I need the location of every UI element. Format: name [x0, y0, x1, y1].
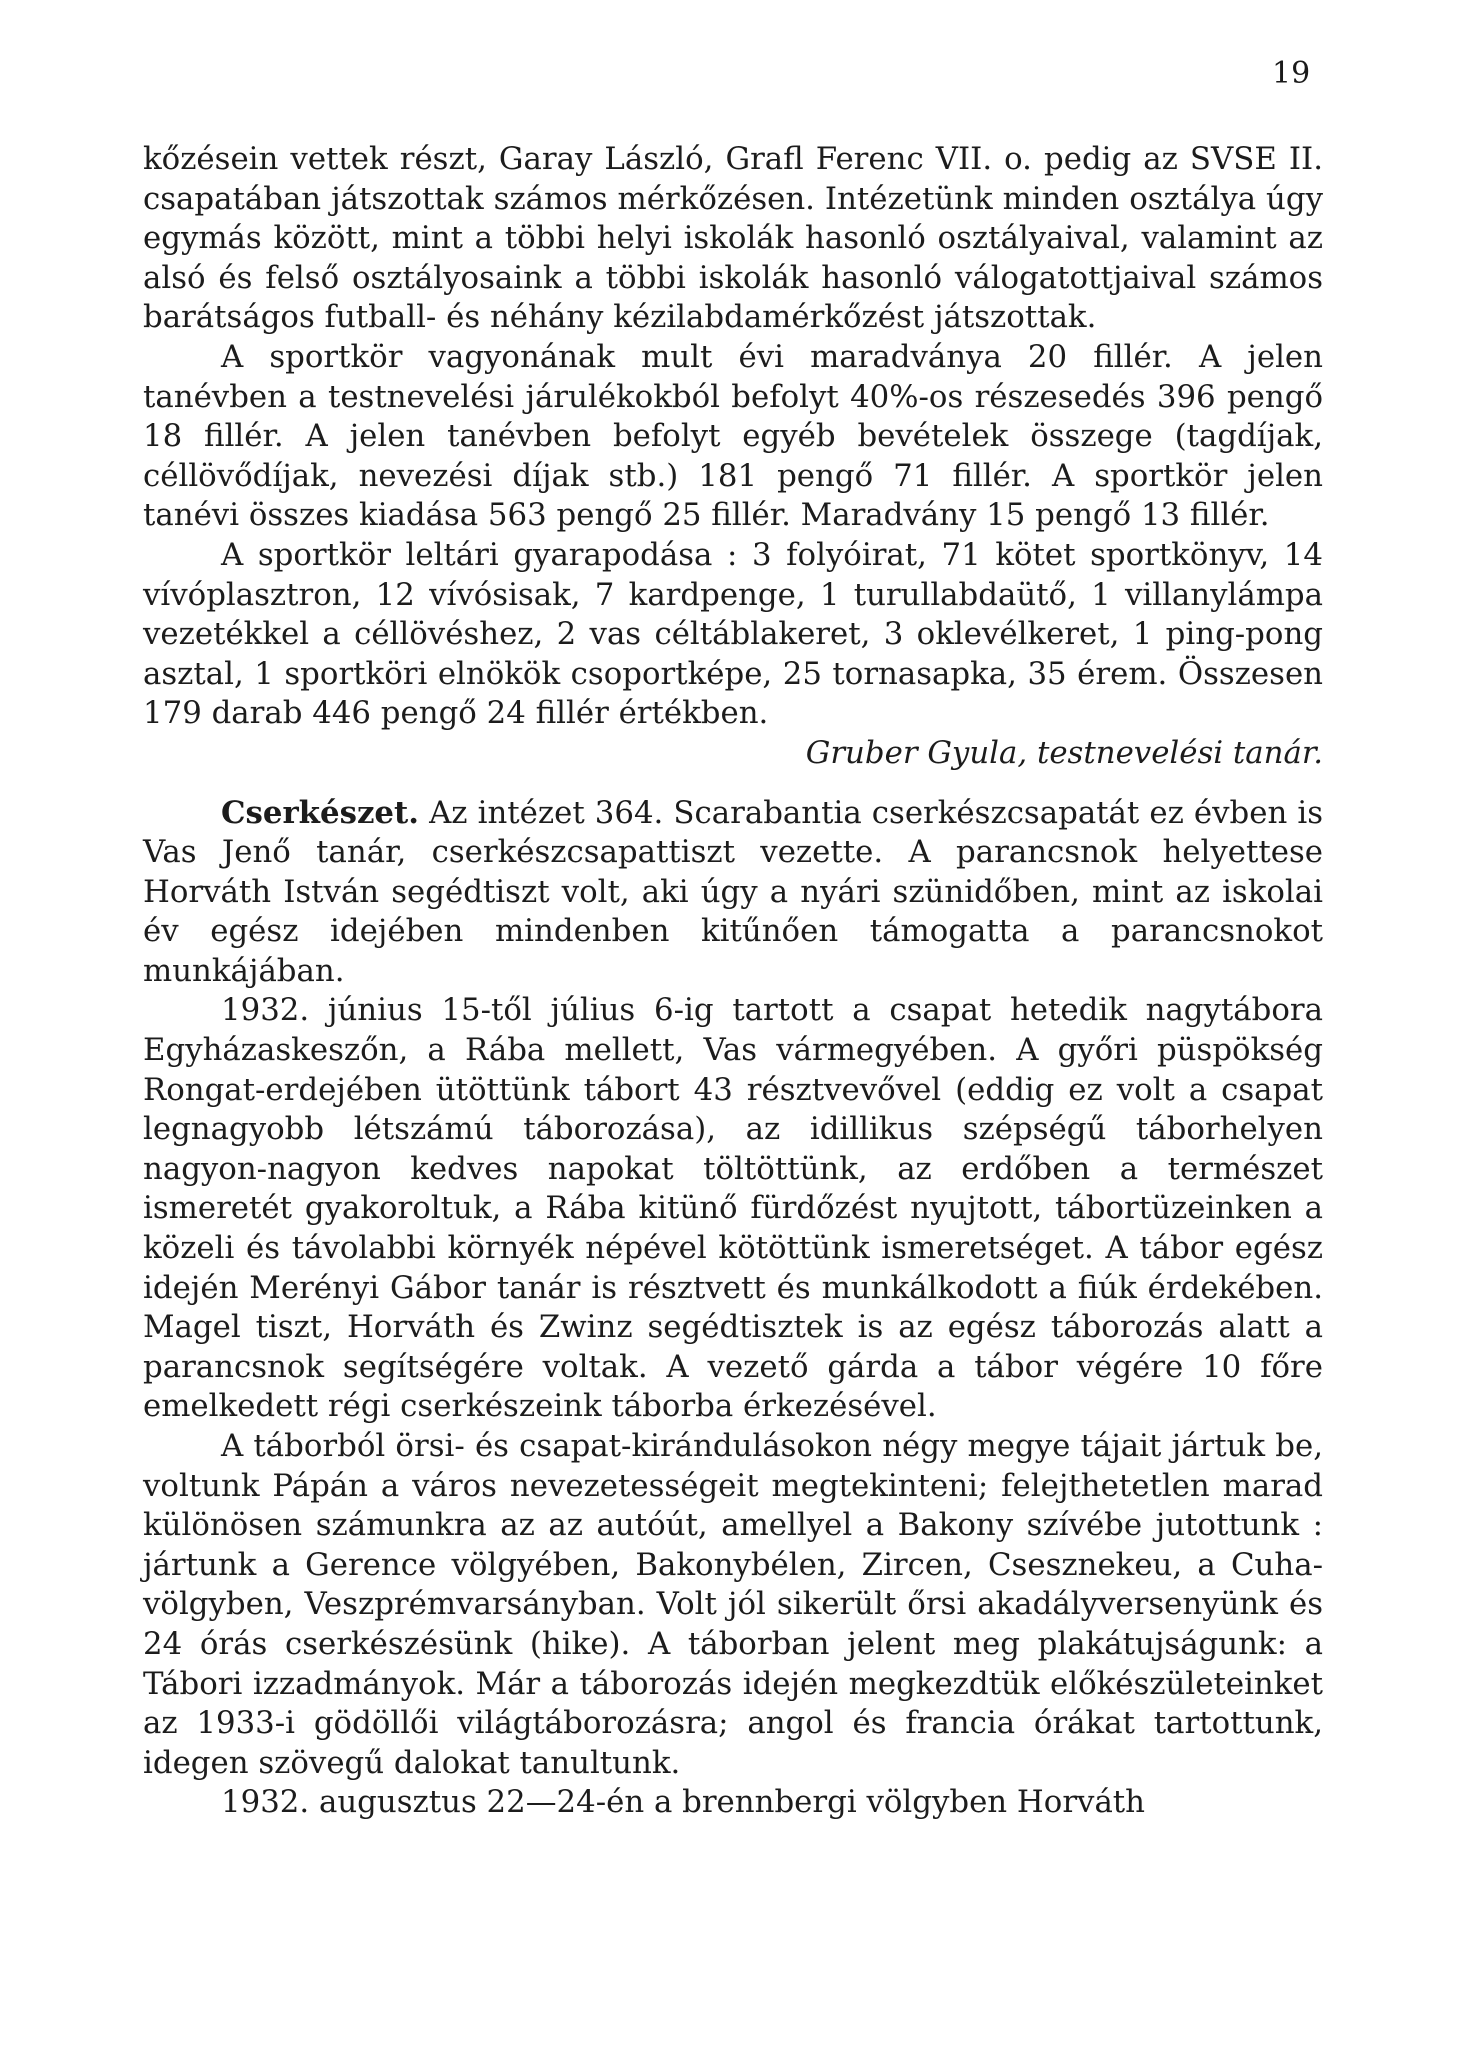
scouting-heading: Cserkészet.	[221, 794, 419, 831]
sport-finances-paragraph: A sportkör vagyonának mult évi maradványa 20 fillér. A jelen tanévben a testnevelési járulékokból befolyt 40%-os részesedés 396 pengő 18 fillér. A jelen tanévben befolyt egyéb bevételek összege (tagdíjak, céllövődíjak, nevezési díjak stb.) 181 pengő 71 fillér. A sportkör jelen tanévi összes kiadása 563 pengő 25 fillér. Maradvány 15 pengő 13 fillér.	[143, 338, 1323, 534]
page-number: 19	[1272, 56, 1311, 91]
signature: Gruber Gyula, testnevelési tanár.	[805, 734, 1323, 771]
scouting-paragraph-4: 1932. augusztus 22—24-én a brennbergi völgyben Horváth	[221, 1784, 1146, 1821]
page-body	[143, 140, 1323, 1823]
sport-intro-paragraph: kőzésein vettek részt, Garay László, Grafl Ferenc VII. o. pedig az SVSE II. csapatában játszottak számos mérkőzésen. Intézetünk minden osztálya úgy egymás között, mint a többi helyi iskolák hasonló osztályaival, valamint az alsó és felső osztályosaink a többi iskolák hasonló válogatottjaival számos barátságos futball- és néhány kézilabdamérkőzést játszottak.	[143, 141, 1323, 336]
scouting-paragraph-1-text: Az intézet 364. Scarabantia cserkészcsapatát ez évben is Vas Jenő tanár, cserkészcsapattiszt vezette. A parancsnok helyettese Horváth István segédtiszt volt, aki úgy a nyári szünidőben, mint az iskolai év egész idejében mindenben kitűnően támogatta a parancsnokot munkájában.	[143, 794, 1323, 989]
scouting-paragraph-1	[143, 794, 1323, 992]
sport-inventory-paragraph: A sportkör leltári gyarapodása : 3 folyóirat, 71 kötet sportkönyv, 14 vívóplasztron, 12 vívósisak, 7 kardpenge, 1 turullabdaütő, 1 villanylámpa vezetékkel a céllövéshez, 2 vas céltáblakeret, 3 oklevélkeret, 1 ping-pong asztal, 1 sportköri elnökök csoportképe, 25 tornasapka, 35 érem. Összesen 179 darab 446 pengő 24 fillér értékben.	[143, 536, 1323, 732]
scouting-paragraph-3: A táborból örsi- és csapat-kirándulásokon négy megye tájait jártuk be, voltunk Pápán a város nevezetességeit megtekinteni; felejthetetlen marad különösen számunkra az az autóút, amellyel a Bakony szívébe jutottunk : jártunk a Gerence völgyében, Bakonybélen, Zircen, Csesznekeu, a Cuha-völgyben, Veszprémvarsányban. Volt jól sikerült őrsi akadályversenyünk és 24 órás cserkészésünk (hike). A táborban jelent meg plakátujságunk: a Tábori izzadmányok. Már a táborozás idején megkezdtük előkészületeinket az 1933-i gödöllői világtáborozásra; angol és francia órákat tartottunk, idegen szövegű dalokat tanultunk.	[143, 1428, 1323, 1781]
section-spacer	[143, 774, 1323, 794]
scouting-paragraph-2: 1932. június 15-től július 6-ig tartott a csapat hetedik nagytábora Egyházaskeszőn, a Rába mellett, Vas vármegyében. A győri püspökség Rongat-erdejében ütöttünk tábort 43 résztvevővel (eddig ez volt a csapat legnagyobb létszámú táborozása), az idillikus szépségű táborhelyen nagyon-nagyon kedves napokat töltöttünk, az erdőben a természet ismeretét gyakoroltuk, a Rába kitünő fürdőzést nyujtott, tábortüzeinken a közeli és távolabbi környék népével kötöttünk ismeretséget. A tábor egész idején Merényi Gábor tanár is résztvett és munkálkodott a fiúk érdekében. Magel tiszt, Horváth és Zwinz segédtisztek is az egész táborozás alatt a parancsnok segítségére voltak. A vezető gárda a tábor végére 10 főre emelkedett régi cserkészeink táborba érkezésével.	[143, 992, 1323, 1425]
